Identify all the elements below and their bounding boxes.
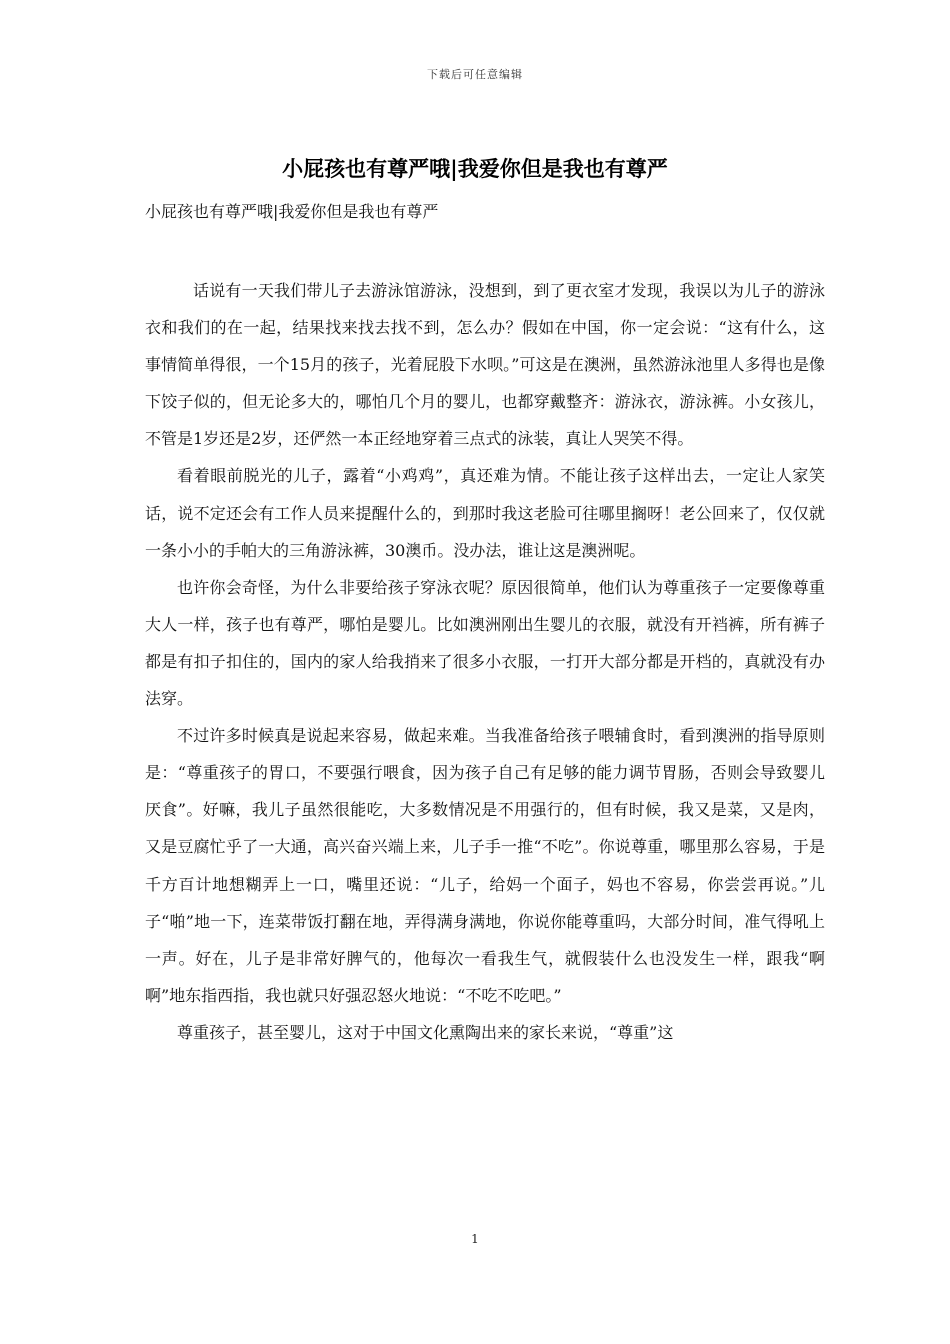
paragraph: 看着眼前脱光的儿子，露着“小鸡鸡”，真还难为情。不能让孩子这样出去，一定让人家笑话，说不定还会有工作人员来提醒什么的，到那时我这老脸可往哪里搁呀！老公回来了，仅仅就一条小小的手帕大的三角游泳裤，30澳币。没办法，谁让这是澳洲呢。: [145, 466, 825, 560]
document-title: 小屁孩也有尊严哦|我爱你但是我也有尊严: [282, 156, 668, 181]
document-subtitle: 小屁孩也有尊严哦|我爱你但是我也有尊严: [145, 202, 439, 221]
paragraph: 不过许多时候真是说起来容易，做起来难。当我准备给孩子喂辅食时，看到澳洲的指导原则是：“尊重孩子的胃口，不要强行喂食，因为孩子自己有足够的能力调节胃肠，否则会导致婴儿厌食”。好嘛，我儿子虽然很能吃，大多数情况是不用强行的，但有时候，我又是菜，又是肉，又是豆腐忙乎了一大通，高兴奋兴端上来，儿子手一推“不吃”。你说尊重，哪里那么容易，于是千方百计地想糊弄上一口，嘴里还说：“儿子，给妈一个面子，妈也不容易，你尝尝再说。”儿子“啪”地一下，连菜带饭打翻在地，弄得满身满地，你说你能尊重吗，大部分时间，准气得吼上一声。好在，儿子是非常好脾气的，他每次一看我生气，就假装什么也没发生一样，跟我“啊啊”地东指西指，我也就只好强忍怒火地说：“不吃不吃吧。”: [145, 726, 825, 1005]
paragraph: 话说有一天我们带儿子去游泳馆游泳，没想到，到了更衣室才发现，我误以为儿子的游泳衣和我们的在一起，结果找来找去找不到，怎么办？假如在中国，你一定会说：“这有什么，这事情简单得很，一个15月的孩子，光着屁股下水呗。”可这是在澳洲，虽然游泳池里人多得也是像下饺子似的，但无论多大的，哪怕几个月的婴儿，也都穿戴整齐：游泳衣，游泳裤。小女孩儿，不管是1岁还是2岁，还俨然一本正经地穿着三点式的泳装，真让人哭笑不得。: [145, 281, 825, 449]
paragraph: 也许你会奇怪，为什么非要给孩子穿泳衣呢？原因很简单，他们认为尊重孩子一定要像尊重大人一样，孩子也有尊严，哪怕是婴儿。比如澳洲刚出生婴儿的衣服，就没有开裆裤，所有裤子都是有扣子扣住的，国内的家人给我捎来了很多小衣服，一打开大部分都是开档的，真就没有办法穿。: [145, 577, 825, 709]
paragraph: 尊重孩子，甚至婴儿，这对于中国文化熏陶出来的家长来说，“尊重”这: [177, 1022, 674, 1042]
document-body: [145, 272, 825, 1051]
header-note: 下载后可任意编辑: [427, 68, 523, 81]
page-number: 1: [471, 1232, 479, 1246]
